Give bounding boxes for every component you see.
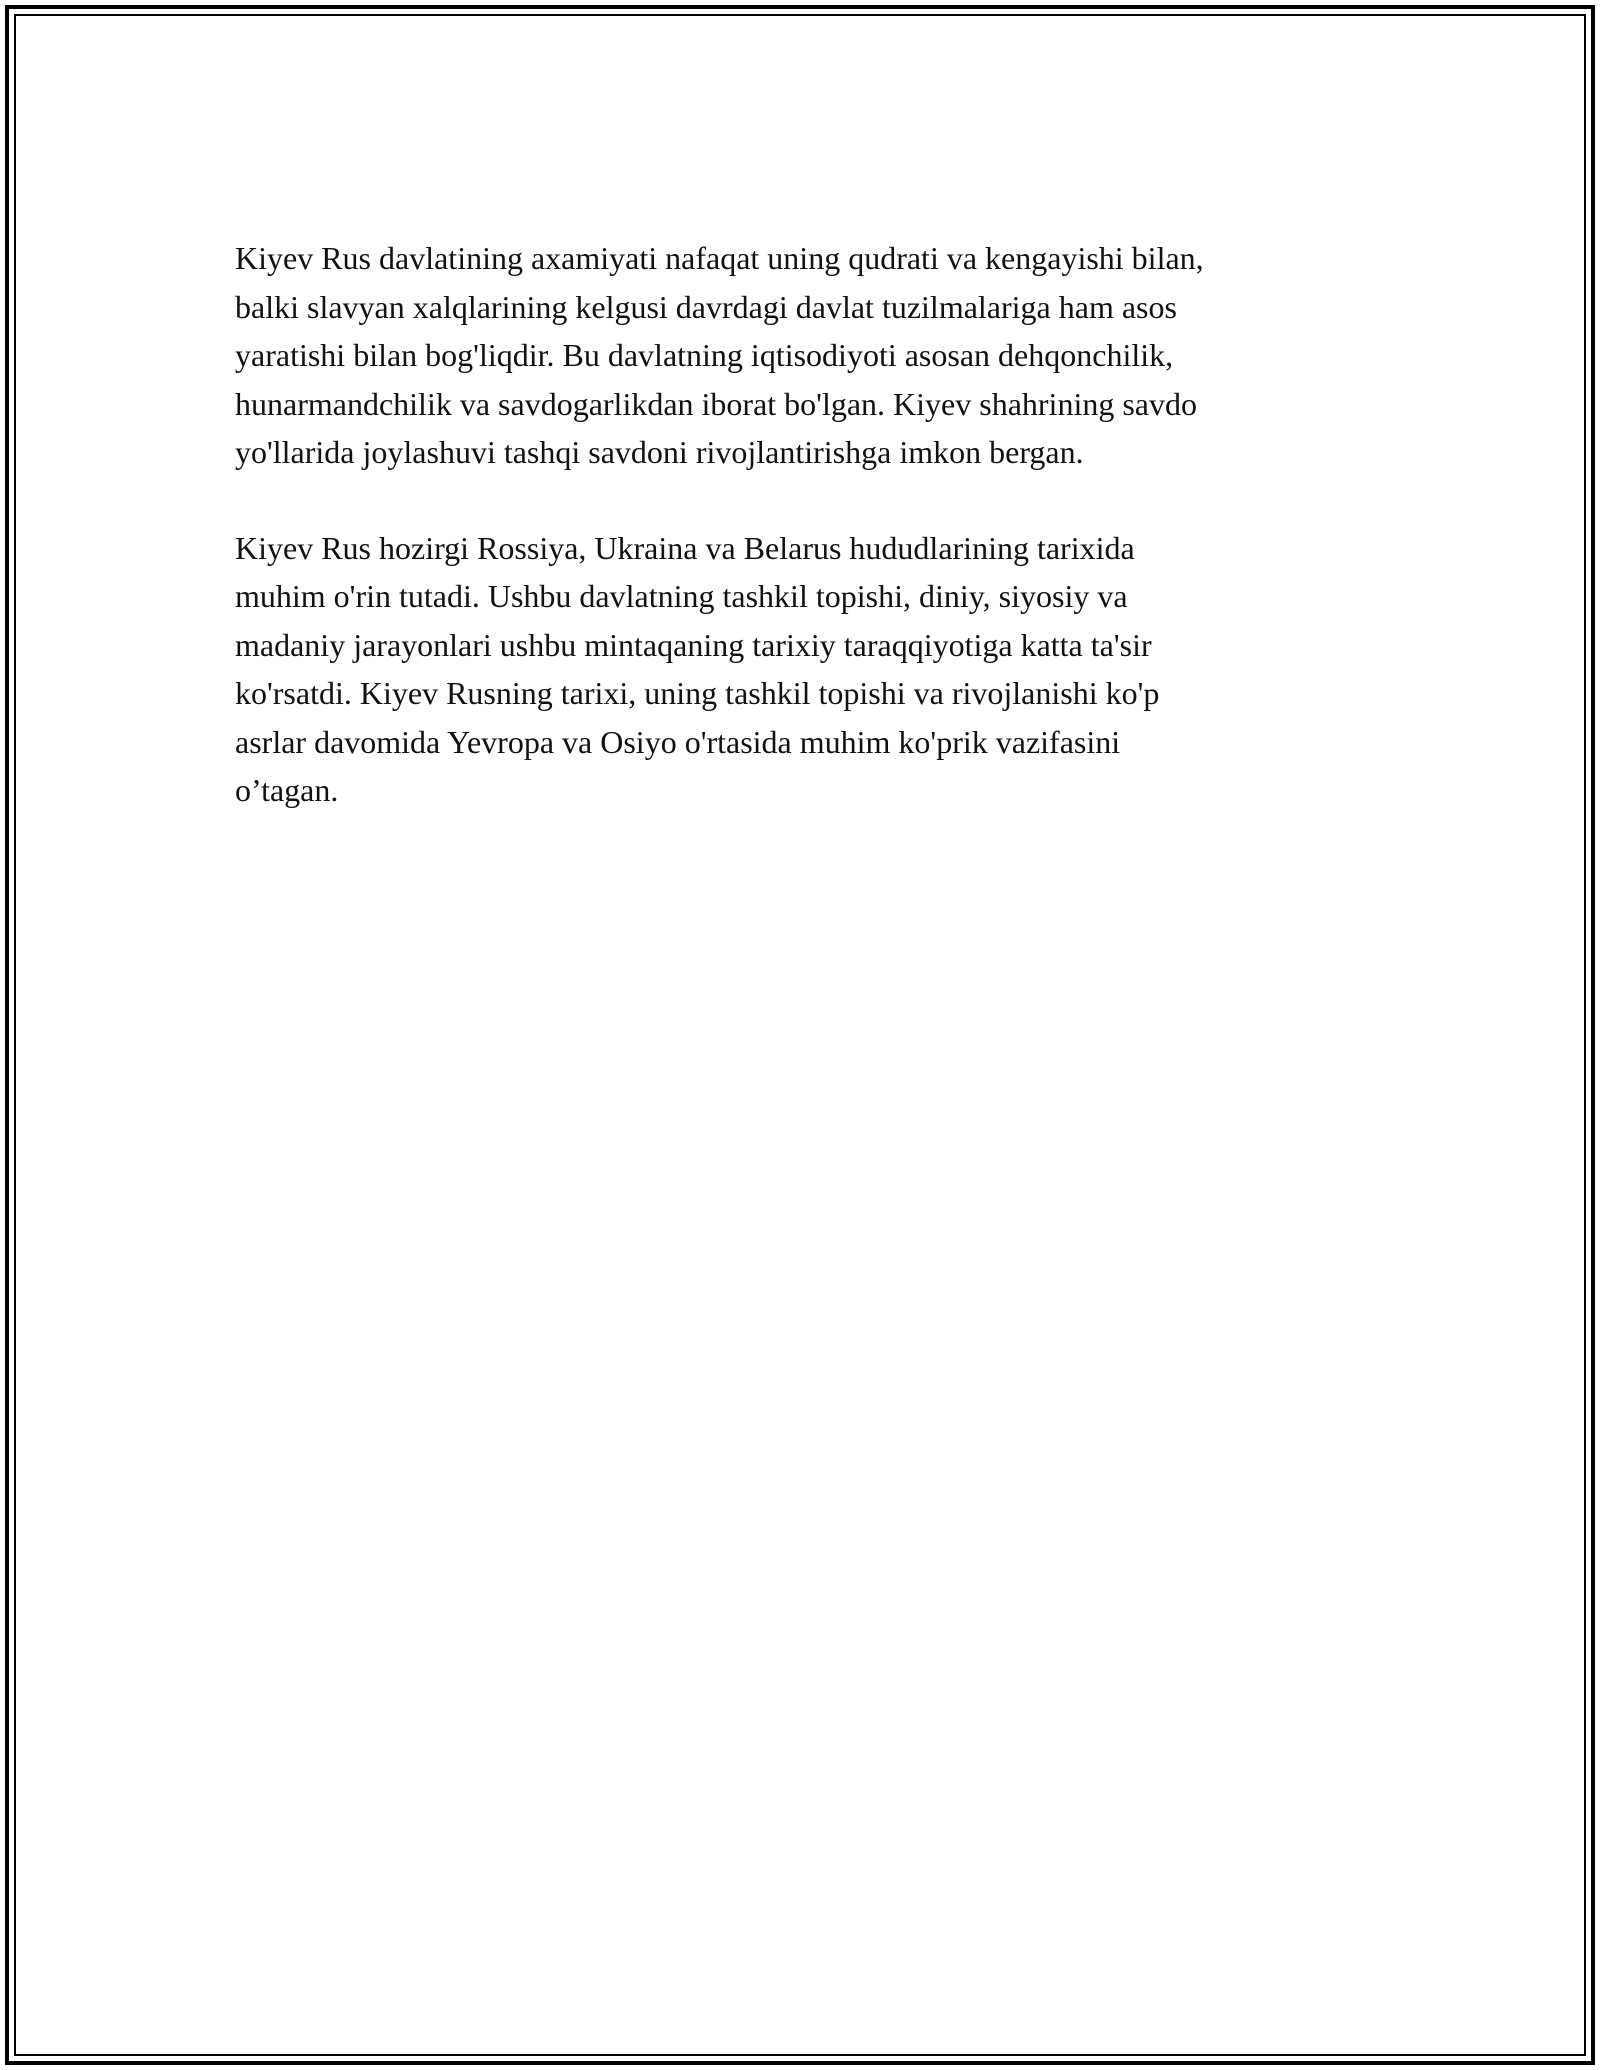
document-body xyxy=(235,234,1365,815)
paragraph-line: yaratishi bilan bog'liqdir. Bu davlatning iqtisodiyoti asosan dehqonchilik, xyxy=(235,337,1174,373)
paragraph-line: balki slavyan xalqlarining kelgusi davrdagi davlat tuzilmalariga ham asos xyxy=(235,288,1177,325)
paragraph-line: yo'llarida joylashuvi tashqi savdoni rivojlantirishga imkon bergan. xyxy=(235,434,1084,470)
paragraph-1 xyxy=(235,234,1365,477)
paragraph-line: muhim o'rin tutadi. Ushbu davlatning tashkil topishi, diniy, siyosiy va xyxy=(235,578,1128,614)
paragraph-line: hunarmandchilik va savdogarlikdan iborat bo'lgan. Kiyev shahrining savdo xyxy=(235,385,1197,422)
paragraph-line: madaniy jarayonlari ushbu mintaqaning tarixiy taraqqiyotiga katta ta'sir xyxy=(235,626,1152,663)
paragraph-line: asrlar davomida Yevropa va Osiyo o'rtasida muhim ko'prik vazifasini xyxy=(235,723,1121,760)
paragraph-line: Kiyev Rus hozirgi Rossiya, Ukraina va Belarus hududlarining tarixida xyxy=(235,529,1135,566)
paragraph-line: o’tagan. xyxy=(235,772,339,808)
paragraph-2 xyxy=(235,524,1365,815)
paragraph-line: Kiyev Rus davlatining axamiyati nafaqat uning qudrati va kengayishi bilan, xyxy=(235,240,1204,276)
paragraph-line: ko'rsatdi. Kiyev Rusning tarixi, uning tashkil topishi va rivojlanishi ko'p xyxy=(235,675,1160,711)
